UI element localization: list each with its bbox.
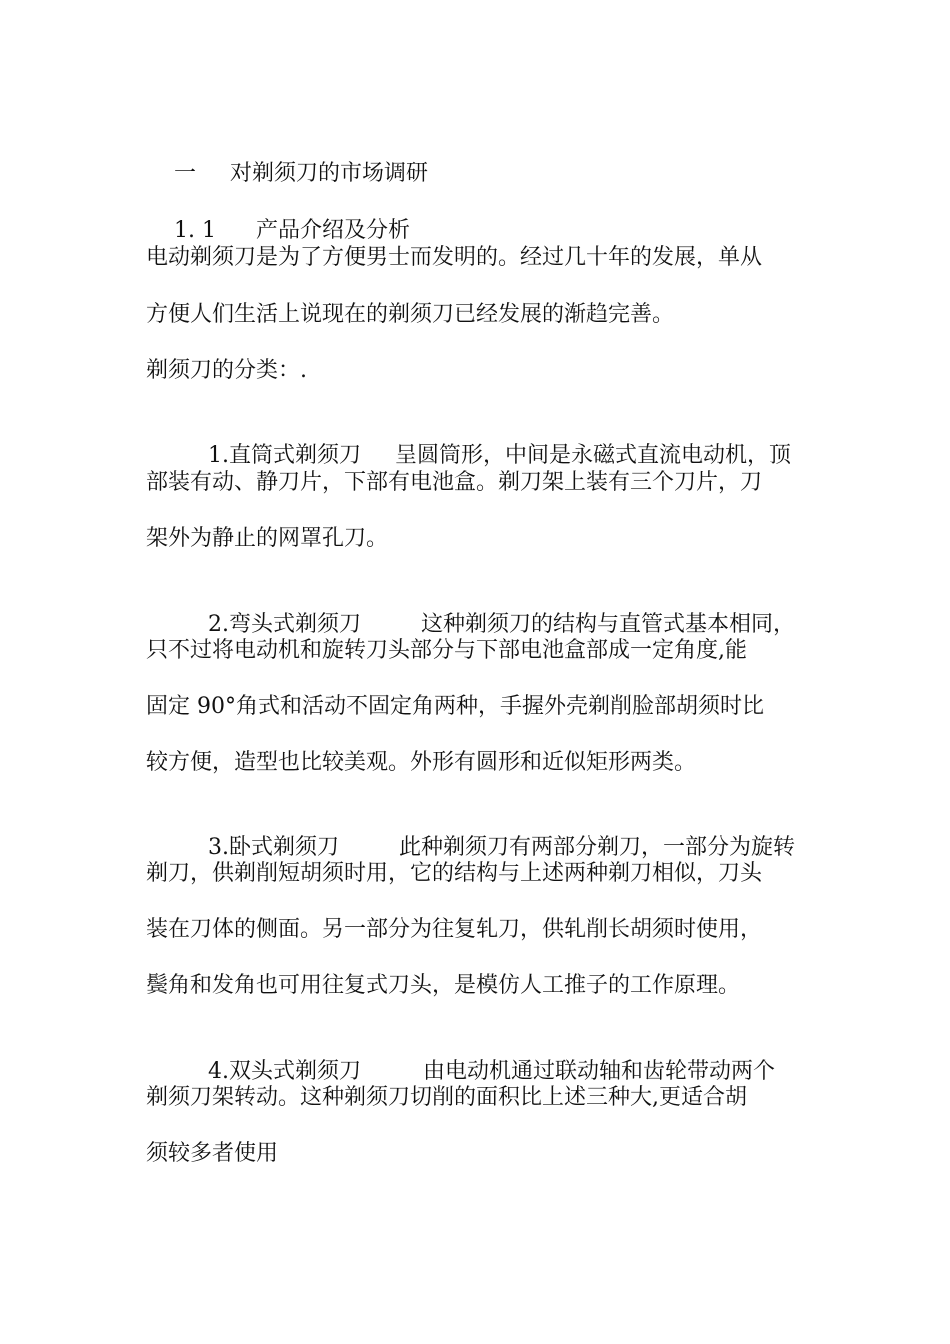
list-item-line: 只不过将电动机和旋转刀头部分与下部电池盒部成一定角度,能 [146,638,747,663]
intro-line: 方便人们生活上说现在的剃须刀已经发展的渐趋完善。 [146,302,675,327]
list-item-text: 由电动机通过联动轴和齿轮带动两个 [422,1059,775,1084]
heading-level1-title: 对剃须刀的市场调研 [230,161,429,186]
list-item-line: 架外为静止的网罩孔刀。 [146,526,389,551]
heading-level2-title: 产品介绍及分析 [255,218,410,243]
list-item-line: 部装有动、静刀片，下部有电池盒。剃刀架上装有三个刀片，刀 [146,470,763,495]
list-item-text: 此种剃须刀有两部分剃刀，一部分为旋转 [398,835,795,860]
list-item-name: 2.弯头式剃须刀 [207,612,361,637]
intro-line: 电动剃须刀是为了方便男士而发明的。经过几十年的发展，单从 [146,245,763,270]
category-label: 剃须刀的分类：. [146,358,307,383]
list-item-line: 剃须刀架转动。这种剃须刀切削的面积比上述三种大,更适合胡 [146,1085,747,1110]
list-item-name: 3.卧式剃须刀 [207,835,339,860]
list-item-line: 须较多者使用 [146,1141,279,1166]
list-item-text: 这种剃须刀的结构与直管式基本相同， [420,612,795,637]
list-item-line: 装在刀体的侧面。另一部分为往复轧刀，供轧削长胡须时使用， [146,917,763,942]
list-item-name: 4.双头式剃须刀 [207,1059,361,1084]
heading-level1-number: 一 [173,161,196,186]
heading-level2-number: 1. 1 [173,218,216,243]
list-item-line: 固定 90°角式和活动不固定角两种，手握外壳剃削脸部胡须时比 [146,694,764,719]
list-item-line: 较方便，造型也比较美观。外形有圆形和近似矩形两类。 [146,750,697,775]
list-item-text: 呈圆筒形，中间是永磁式直流电动机，顶 [394,443,791,468]
list-item-line: 剃刀，供剃削短胡须时用，它的结构与上述两种剃刀相似，刀头 [146,861,763,886]
list-item-line: 鬓角和发角也可用往复式刀头，是模仿人工推子的工作原理。 [146,973,741,998]
list-item-name: 1.直筒式剃须刀 [207,443,361,468]
